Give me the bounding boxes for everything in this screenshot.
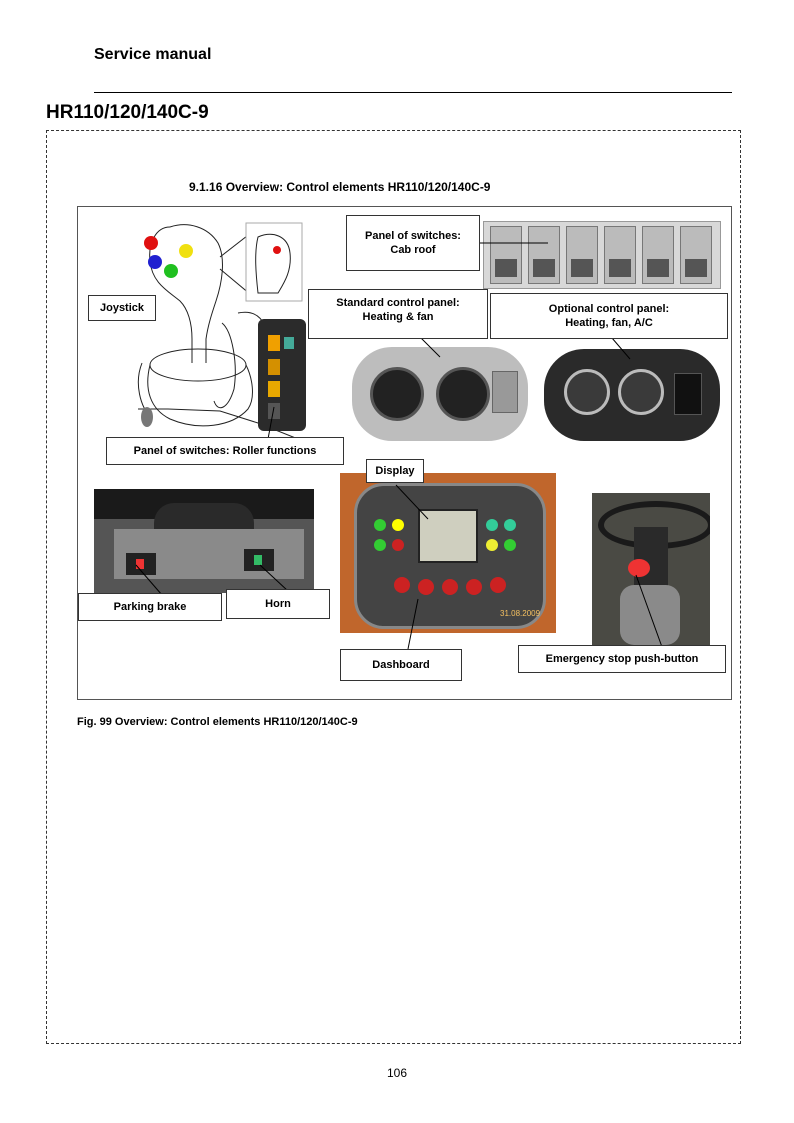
- horn-label: Horn: [226, 589, 330, 619]
- standard-control-panel-label: Standard control panel: Heating & fan: [308, 289, 488, 339]
- section-heading: 9.1.16 Overview: Control elements HR110/120/140C-9: [189, 180, 491, 194]
- manual-title: Service manual: [94, 46, 212, 63]
- model-title: HR110/120/140C-9: [46, 102, 209, 123]
- optional-control-panel-label: Optional control panel: Heating, fan, A/C: [490, 293, 728, 339]
- emergency-stop-label: Emergency stop push-button: [518, 645, 726, 673]
- header-divider: [94, 92, 732, 93]
- roller-functions-label: Panel of switches: Roller functions: [106, 437, 344, 465]
- joystick-label: Joystick: [88, 295, 156, 321]
- display-label: Display: [366, 459, 424, 483]
- photo-date-stamp: 31.08.2009: [500, 609, 541, 618]
- page-number: 106: [386, 1066, 408, 1080]
- cab-roof-switches-label: Panel of switches: Cab roof: [346, 215, 480, 271]
- parking-brake-label: Parking brake: [78, 593, 222, 621]
- figure-caption: Fig. 99 Overview: Control elements HR110/120/140C-9: [77, 716, 358, 728]
- dashboard-label: Dashboard: [340, 649, 462, 681]
- control-elements-figure: [77, 206, 732, 700]
